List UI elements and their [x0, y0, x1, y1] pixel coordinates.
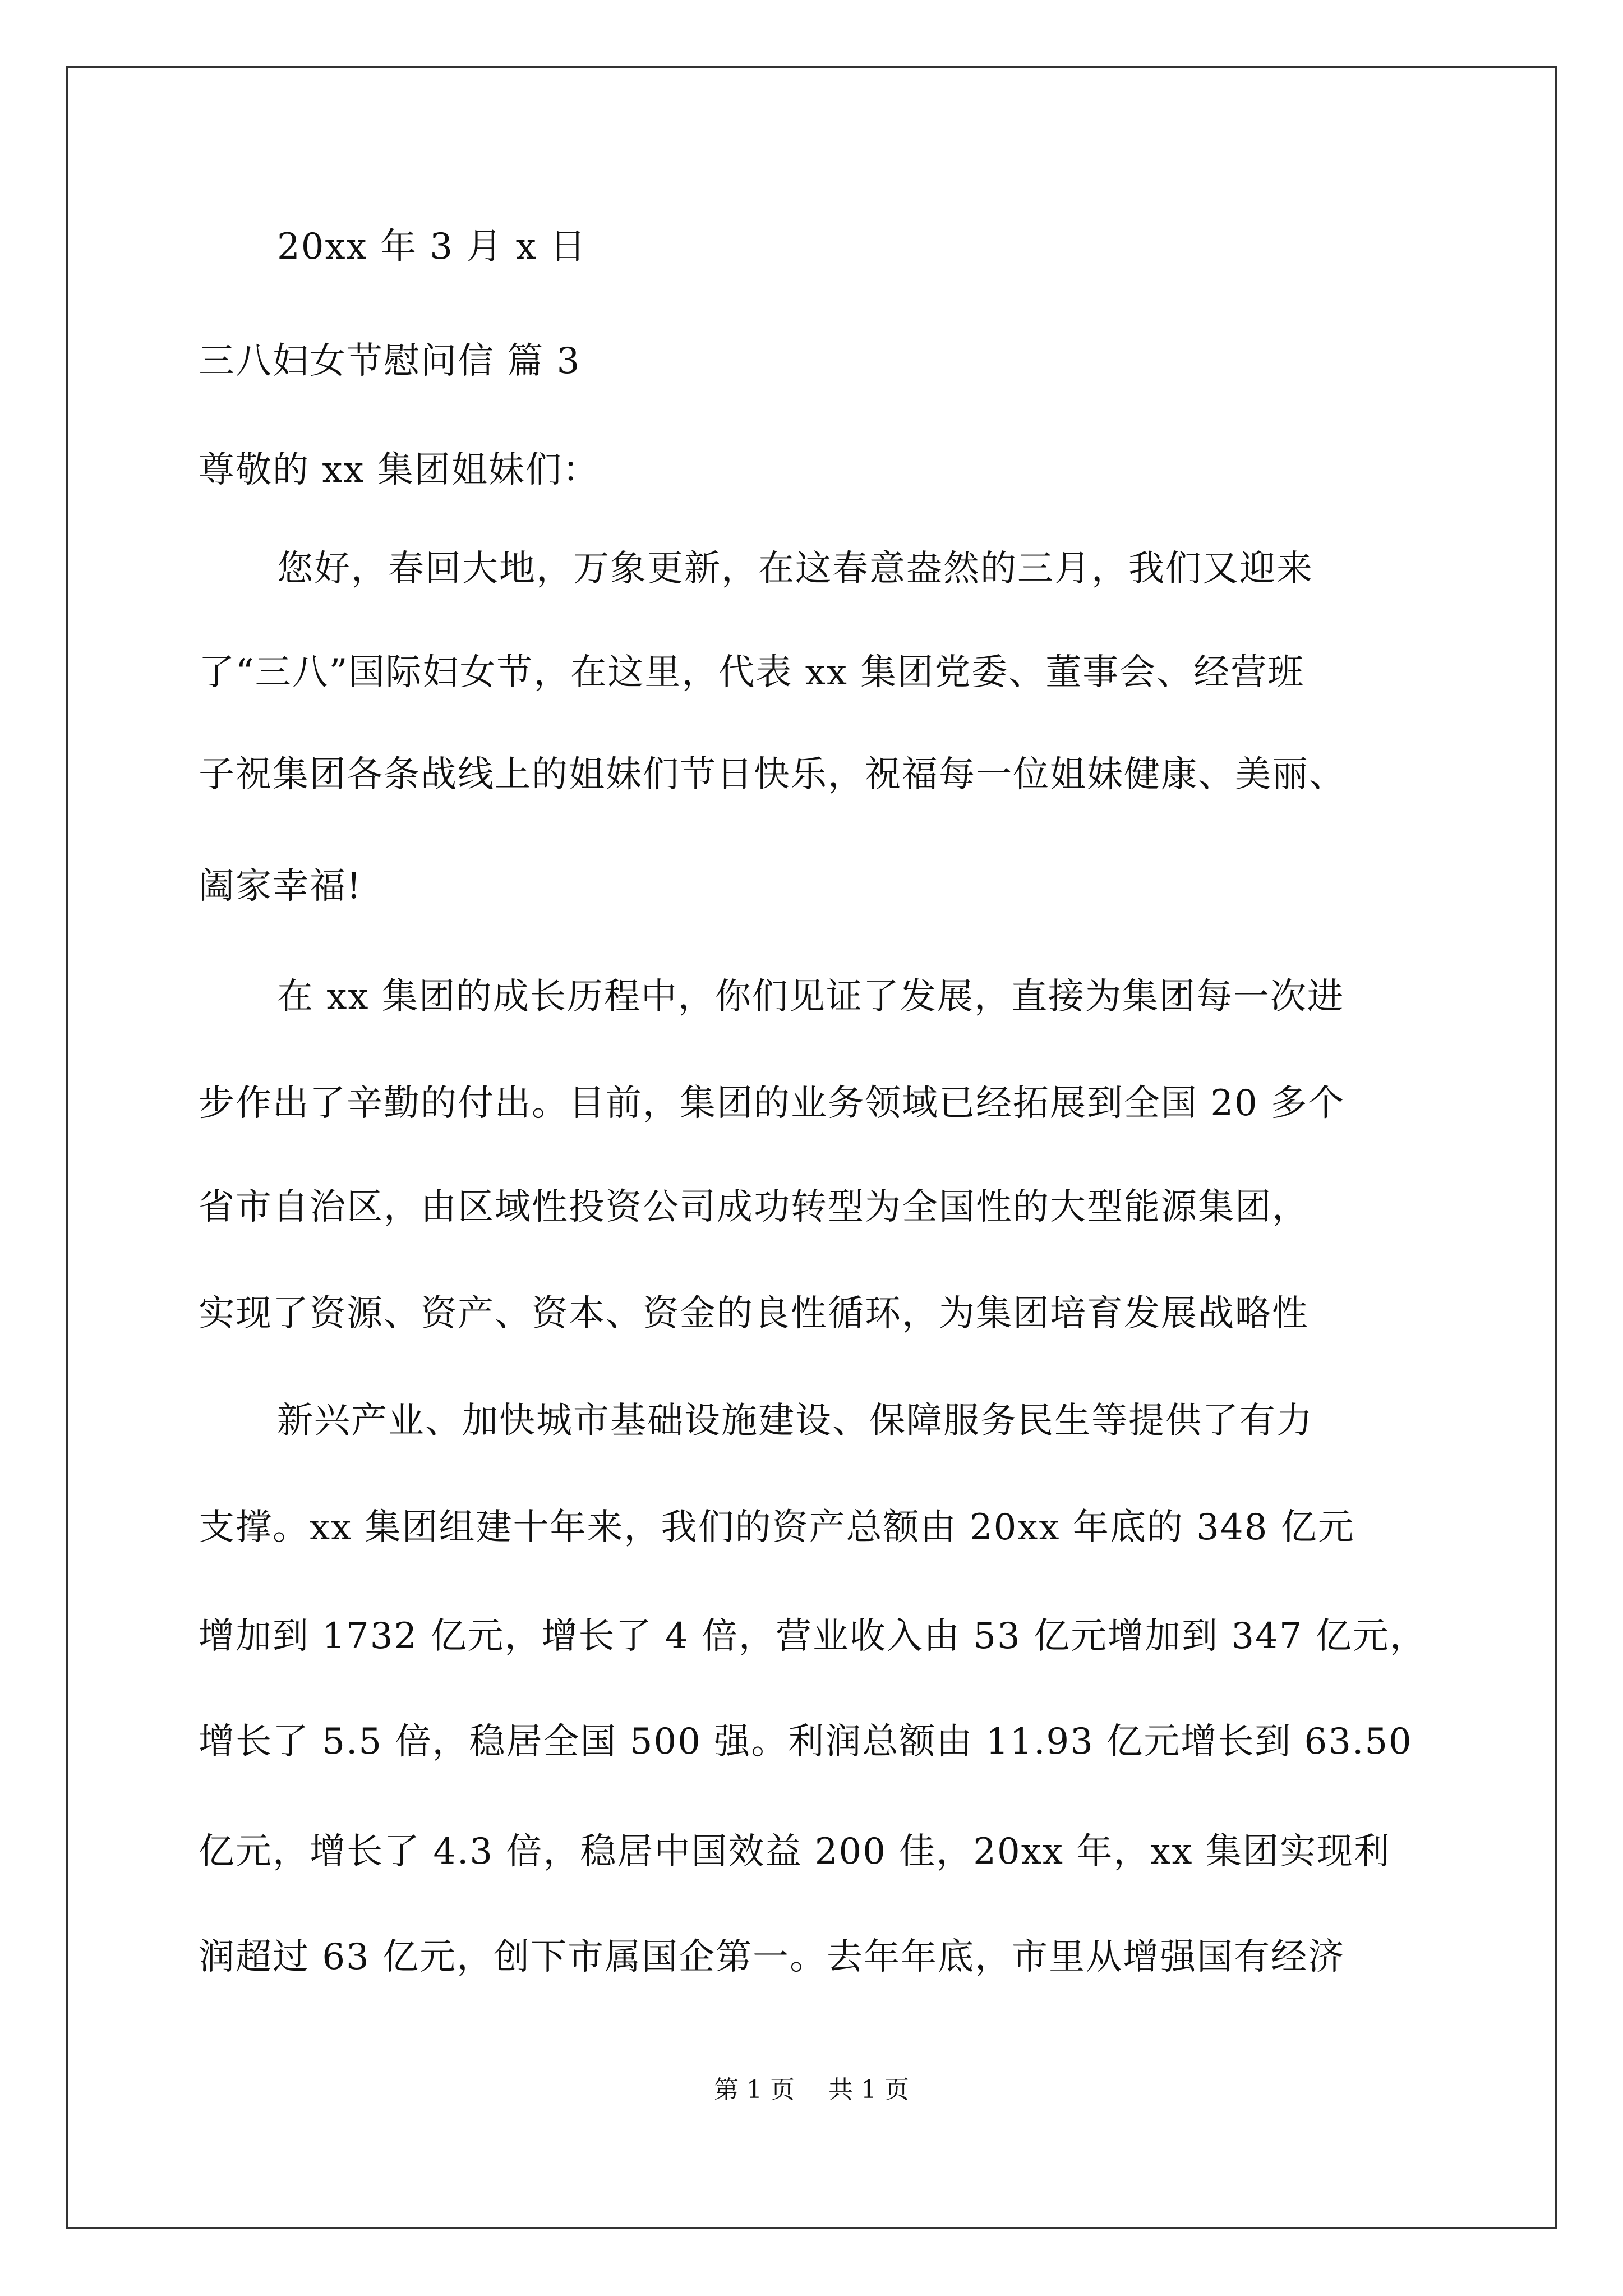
paragraph-line: 润超过 63 亿元，创下市属国企第一。去年年底，市里从增强国有经济	[199, 1936, 1345, 1978]
paragraph-line: 步作出了辛勤的付出。目前，集团的业务领域已经拓展到全国 20 多个	[199, 1083, 1345, 1124]
page-number: 第 1 页	[714, 2076, 795, 2104]
paragraph-line: 阖家幸福!	[199, 866, 362, 907]
page-footer	[0, 2074, 1623, 2106]
section-title: 三八妇女节慰问信 篇 3	[199, 341, 581, 382]
paragraph-line: 在 xx 集团的成长历程中，你们见证了发展，直接为集团每一次进	[277, 976, 1344, 1018]
paragraph-line: 亿元，增长了 4.3 倍，稳居中国效益 200 佳，20xx 年，xx 集团实现利	[199, 1831, 1391, 1872]
paragraph-line: 新兴产业、加快城市基础设施建设、保障服务民生等提供了有力	[277, 1400, 1313, 1442]
paragraph-line: 了“三八”国际妇女节，在这里，代表 xx 集团党委、董事会、经营班	[199, 652, 1305, 693]
paragraph-line: 支撑。xx 集团组建十年来，我们的资产总额由 20xx 年底的 348 亿元	[199, 1507, 1355, 1548]
paragraph-line: 增加到 1732 亿元，增长了 4 倍，营业收入由 53 亿元增加到 347 亿元，	[199, 1616, 1427, 1657]
paragraph-line: 实现了资源、资产、资本、资金的良性循环，为集团培育发展战略性	[199, 1293, 1309, 1335]
paragraph-line: 增长了 5.5 倍，稳居全国 500 强。利润总额由 11.93 亿元增长到 63.50	[199, 1721, 1413, 1763]
paragraph-line: 省市自治区，由区域性投资公司成功转型为全国性的大型能源集团，	[199, 1186, 1309, 1228]
salutation: 尊敬的 xx 集团姐妹们：	[199, 449, 600, 491]
page-border	[66, 66, 1557, 2229]
paragraph-line: 您好，春回大地，万象更新，在这春意盎然的三月，我们又迎来	[277, 548, 1313, 590]
date-line: 20xx 年 3 月 x 日	[277, 226, 587, 268]
paragraph-line: 子祝集团各条战线上的姐妹们节日快乐，祝福每一位姐妹健康、美丽、	[199, 754, 1346, 795]
page-total: 共 1 页	[828, 2076, 909, 2104]
